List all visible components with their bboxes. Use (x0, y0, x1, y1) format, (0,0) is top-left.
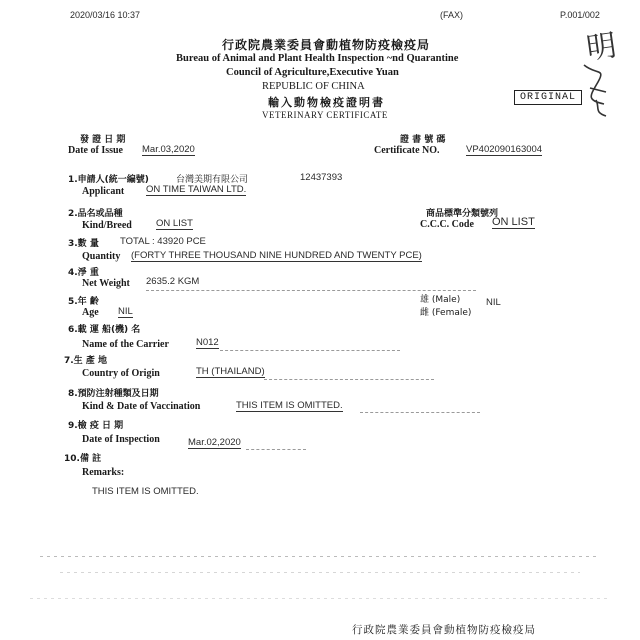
applicant-name-cn: 台灣美期有限公司 (176, 175, 249, 185)
original-stamp: ORIGINAL (514, 90, 582, 105)
net-weight-label-cn: 4.淨 重 (68, 268, 99, 278)
female-label: 雌 (Female) (420, 308, 472, 318)
vaccination-label-cn: 8.預防注射種類及日期 (68, 389, 159, 399)
vaccination-label: Kind & Date of Vaccination (82, 401, 201, 412)
inspection-value: Mar.02,2020 (188, 437, 241, 448)
certificate-title-cn: 輸入動物檢疫證明書 (268, 96, 385, 109)
certificate-no-value: VP402090163004 (466, 144, 543, 155)
ccc-label: C.C.C. Code (420, 219, 474, 230)
remarks-label: Remarks: (82, 467, 125, 478)
applicant-label-cn: 1.申請人(統一編號) (68, 175, 149, 185)
origin-label: Country of Origin (82, 368, 160, 379)
origin-value: TH (THAILAND) (196, 366, 265, 377)
certificate-title-en: VETERINARY CERTIFICATE (262, 110, 388, 120)
carrier-label: Name of the Carrier (82, 339, 169, 350)
issue-date-label: Date of Issue (68, 145, 123, 156)
issue-date-label-cn: 發 證 日 期 (80, 135, 126, 145)
agency-name-cn: 行政院農業委員會動植物防疫檢疫局 (222, 38, 431, 52)
scan-noise-line (60, 572, 580, 573)
quantity-value: (FORTY THREE THOUSAND NINE HUNDRED AND TWENTY PCE) (131, 250, 422, 261)
age-value: NIL (118, 306, 133, 317)
fax-page-number: P.001/002 (560, 10, 600, 20)
quantity-label: Quantity (82, 251, 121, 262)
scan-noise-line (40, 556, 600, 557)
kind-value: ON LIST (156, 218, 193, 229)
footer-agency-cn: 行政院農業委員會動植物防疫檢疫局 (352, 624, 536, 636)
handwritten-signature: 明 (584, 28, 619, 67)
quantity-total: TOTAL : 43920 PCE (120, 236, 206, 247)
inspection-label-cn: 9.檢 疫 日 期 (68, 421, 124, 431)
issue-date-value: Mar.03,2020 (142, 144, 195, 155)
carrier-label-cn: 6.載 運 船(機) 名 (68, 325, 141, 335)
applicant-value: ON TIME TAIWAN LTD. (146, 184, 247, 195)
net-weight-label: Net Weight (82, 278, 130, 289)
ccc-label-cn: 商品標準分類號列 (426, 209, 499, 219)
agency-name-en: Bureau of Animal and Plant Health Inspection ~nd Quarantine (176, 53, 459, 64)
remarks-label-cn: 10.備 註 (64, 454, 102, 464)
sex-value: NIL (486, 297, 501, 308)
quantity-label-cn: 3.數 量 (68, 239, 99, 249)
net-weight-value: 2635.2 KGM (146, 276, 200, 287)
age-label: Age (82, 307, 99, 318)
applicant-tax-id: 12437393 (300, 172, 343, 183)
certificate-no-label-cn: 證 書 號 碼 (400, 135, 446, 145)
scan-noise-line (30, 598, 610, 599)
fax-marker: (FAX) (440, 10, 464, 20)
male-label: 雄 (Male) (420, 295, 461, 305)
carrier-value: N012 (196, 337, 219, 348)
ccc-value: ON LIST (492, 216, 535, 228)
age-label-cn: 5.年 齡 (68, 297, 99, 307)
country-name: REPUBLIC OF CHINA (262, 81, 365, 92)
inspection-label: Date of Inspection (82, 434, 160, 445)
vaccination-value: THIS ITEM IS OMITTED. (236, 400, 343, 411)
certificate-no-label: Certificate NO. (374, 145, 440, 156)
council-name: Council of Agriculture,Executive Yuan (226, 67, 399, 78)
applicant-label: Applicant (82, 186, 125, 197)
kind-label-cn: 2.品名或品種 (68, 209, 123, 219)
remarks-value: THIS ITEM IS OMITTED. (92, 486, 199, 497)
kind-label: Kind/Breed (82, 220, 132, 231)
origin-label-cn: 7.生 產 地 (64, 356, 107, 366)
fax-timestamp: 2020/03/16 10:37 (70, 10, 141, 20)
